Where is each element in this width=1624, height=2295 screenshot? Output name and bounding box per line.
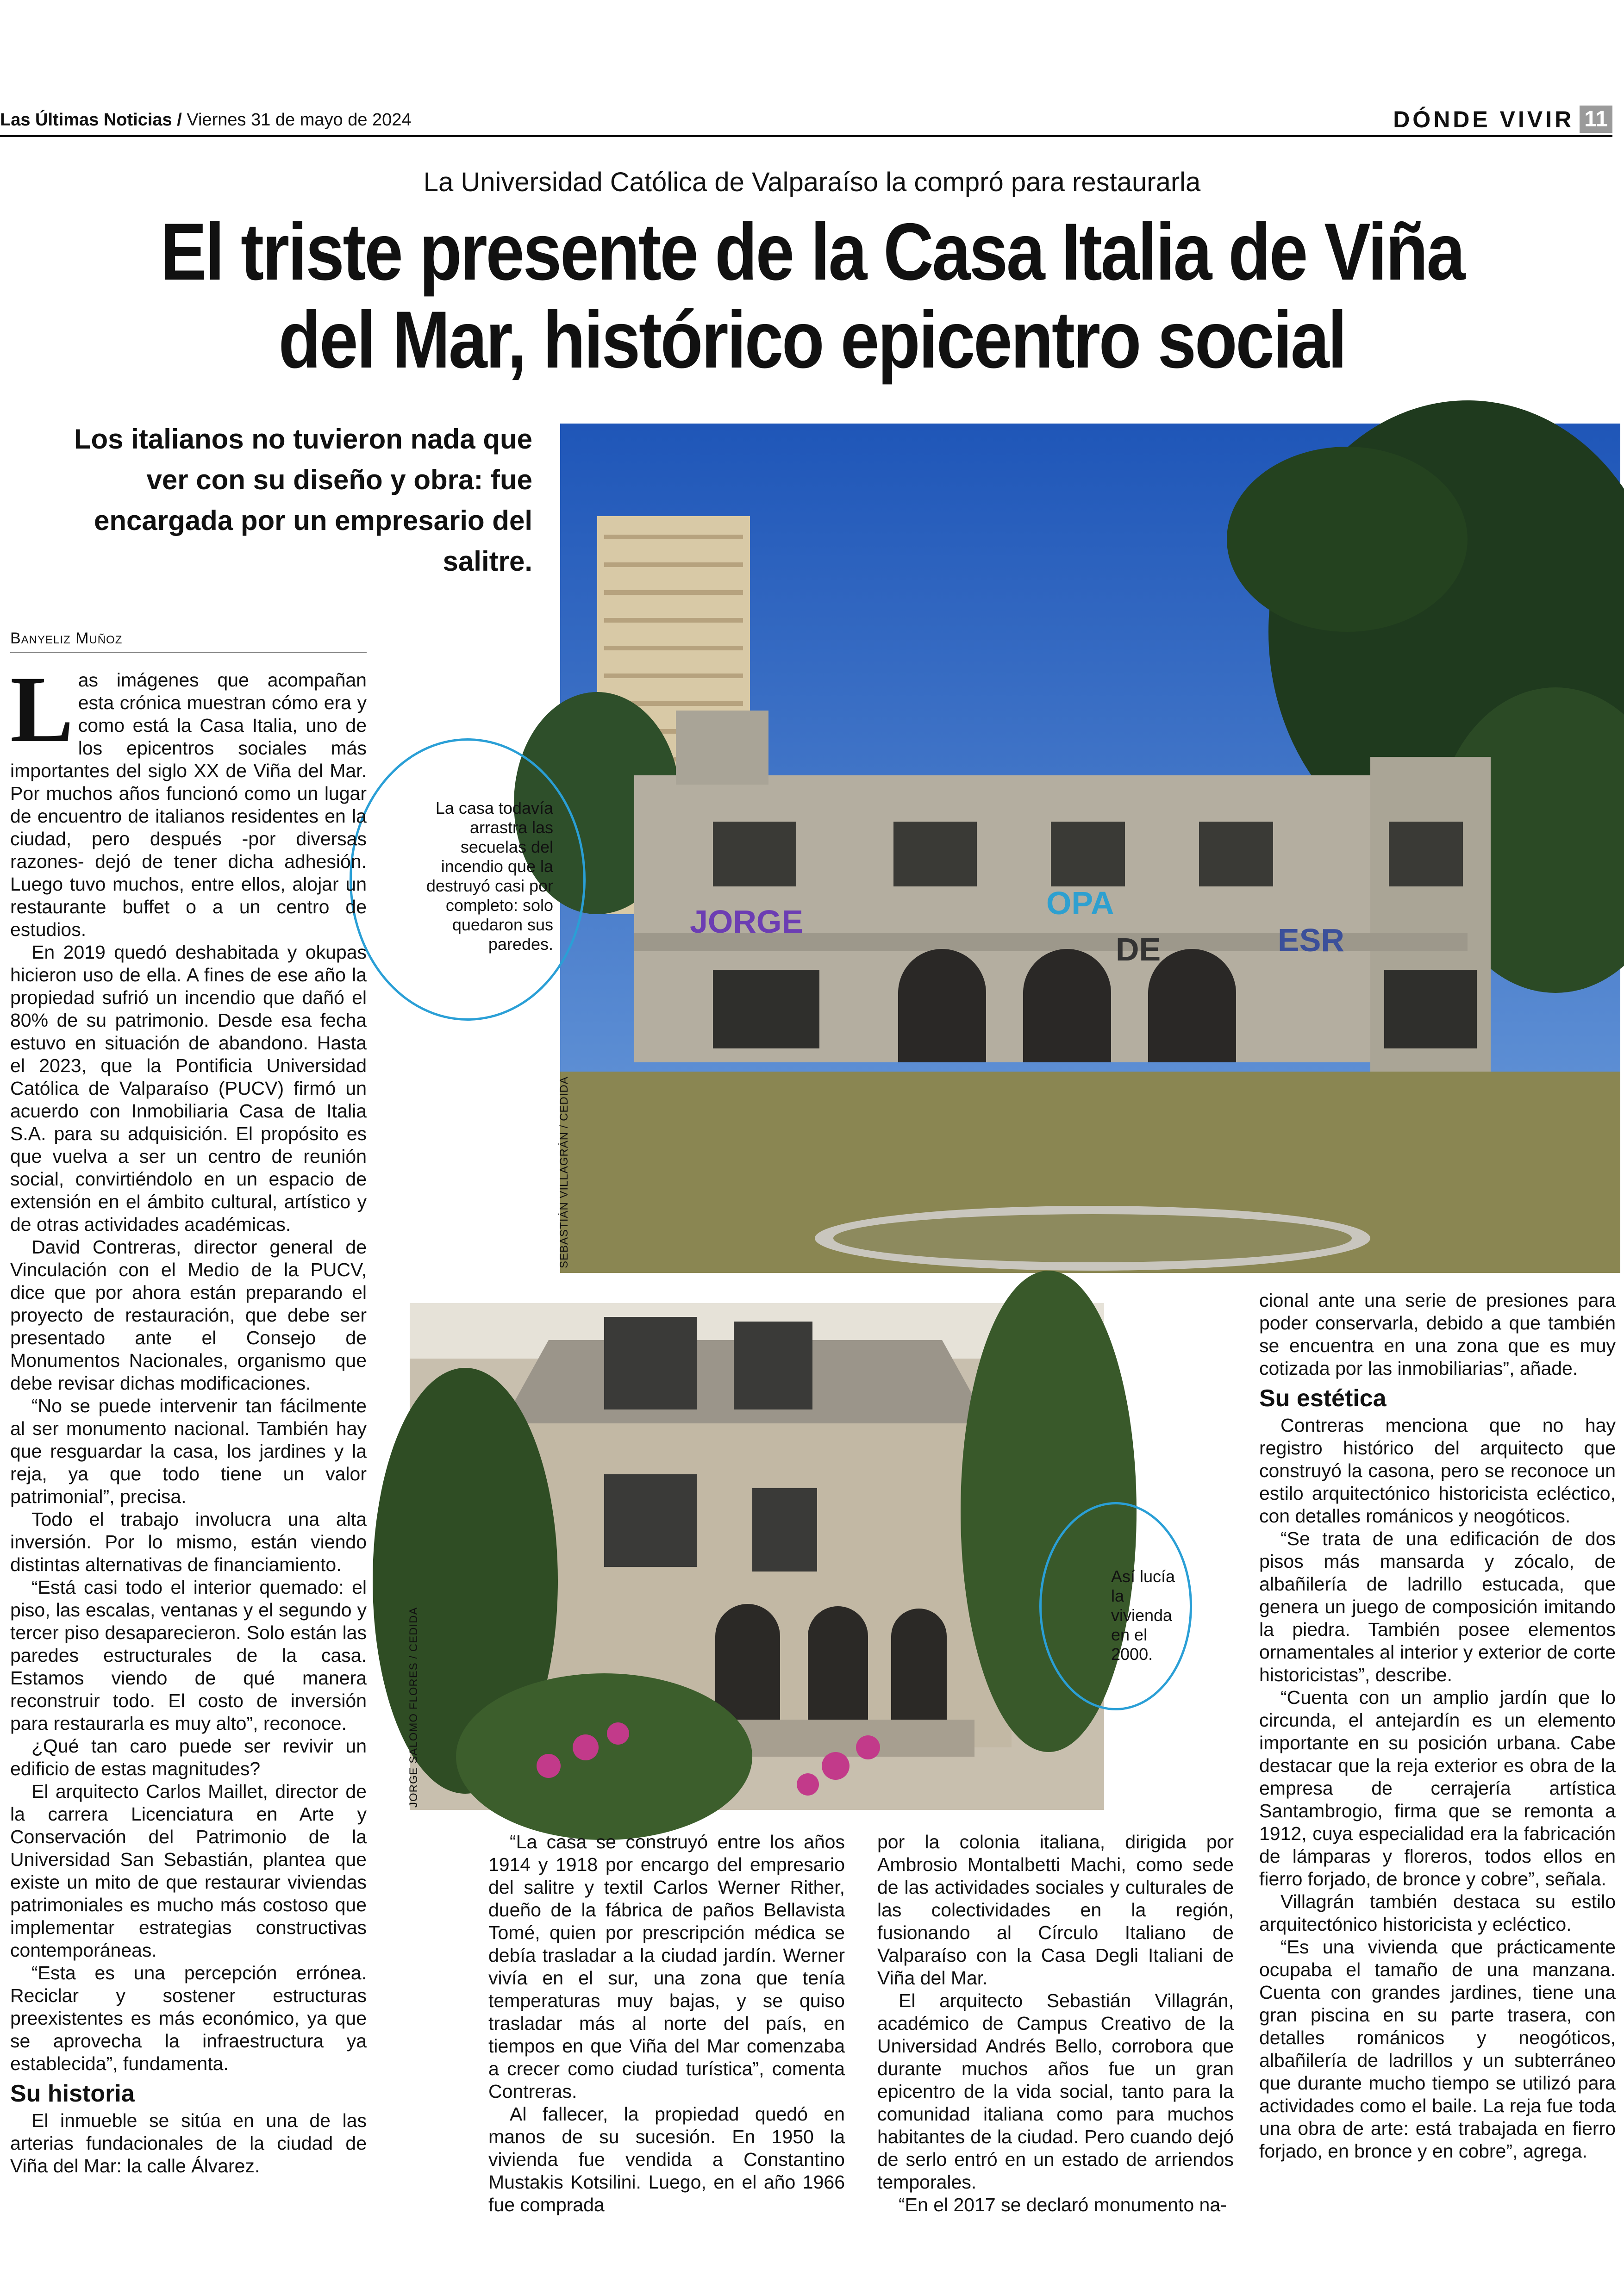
byline-rule: [10, 652, 367, 653]
photo-credit: SEBASTIÁN VILLAGRÁN / CEDIDA: [558, 1076, 570, 1268]
publication-name: Las Últimas Noticias: [0, 110, 172, 130]
headline: El triste presente de la Casa Italia de Viña del Mar, histórico epicentro social: [160, 207, 1464, 385]
paragraph: En 2019 quedó deshabitada y okupas hicieron uso de ella. A fines de ese año la propiedad sufrió un incendio que dañó el 80% de su patrimonio. Desde esa fecha estuvo en situación de abandono. Hasta el 2023, que la Pontificia Universidad Católica de Valparaíso (PUCV) firmó un acuerdo con Inmobiliaria Casa de Italia S.A. para su adquisición. El propósito es que vuelva a ser un centro de reunión social, convirtiéndolo en un espacio de extensión en el ámbito cultural, artístico y de otras actividades académicas.: [10, 942, 367, 1235]
byline: Banyeliz Muñoz: [10, 630, 123, 647]
paragraph: “En el 2017 se declaró monumento na-: [899, 2194, 1227, 2215]
photo-credit: JORGE SALOMO FLORES / CEDIDA: [407, 1607, 420, 1808]
graffiti-tag: ESR: [1278, 922, 1344, 958]
section-name: DÓNDE VIVIR: [1393, 106, 1574, 132]
page-number: 11: [1580, 106, 1612, 133]
photo-burned-house: [560, 424, 1620, 1273]
photo-house-2000: [407, 1303, 1104, 1810]
paragraph: El arquitecto Sebastián Villagrán, académico de Campus Creativo de la Universidad Andrés Bello, corrobora que durante muchos años fue un gran epicentro de la vida social, tanto para la comunidad italiana como para muchos habitantes de la ciudad. Pero cuando dejó de serlo entró en un estado de arriendos temporales.: [877, 1990, 1234, 2193]
subheading: Su historia: [10, 2080, 135, 2107]
paragraph: El arquitecto Carlos Maillet, director de la carrera Licenciatura en Arte y Conservación del Patrimonio de la Universidad San Sebastián, plantea que existe un mito de que restaurar viviendas patrimoniales es mucho más costoso que implementar estrategias constructivas contemporáneas.: [10, 1781, 367, 1961]
header-separator: /: [172, 110, 187, 130]
paragraph: por la colonia italiana, dirigida por Ambrosio Montalbetti Machi, como sede de las actividades sociales y culturales de las colectividades en la región, fusionando al Círculo Italiano de Valparaíso con la Casa Degli Italiani de Viña del Mar.: [877, 1831, 1234, 1989]
header-rule: [0, 135, 1612, 137]
article-column-4: [1259, 1289, 1616, 2163]
paragraph: El inmueble se sitúa en una de las arterias fundacionales de la ciudad de Viña del Mar: la calle Álvarez.: [10, 2110, 367, 2177]
kicker: La Universidad Católica de Valparaíso la compró para restaurarla: [423, 167, 1201, 197]
graffiti-tag: OPA: [1046, 885, 1114, 921]
paragraph: Al fallecer, la propiedad quedó en manos de su sucesión. En 1950 la vivienda fue vendida a Constantino Mustakis Kotsilini. Luego, en el año 1966 fue comprada: [488, 2103, 845, 2215]
subheading: Su estética: [1259, 1385, 1387, 1412]
paragraph: “Esta es una percepción errónea. Reciclar y sostener estructuras preexistentes es más económico, ya que se aprovecha la infraestructura ya establecida”, fundamenta.: [10, 1962, 367, 2074]
graffiti-tag: DE: [1116, 931, 1161, 967]
section-header: [1393, 106, 1612, 133]
publication-line: [0, 110, 412, 130]
paragraph: cional ante una serie de presiones para poder conservarla, debido a que también se encuentra en una zona que es muy cotizada por las inmobiliarias”, añade.: [1259, 1290, 1616, 1379]
paragraph: Villagrán también destaca su estilo arquitectónico historicista y ecléctico.: [1259, 1891, 1616, 1935]
paragraph: “Es una vivienda que prácticamente ocupaba el tamaño de una manzana. Cuenta con grandes jardines, tiene una gran piscina en su parte trasera, con detalles románicos y neogóticos, albañilería de ladrillos y un subterráneo que durante mucho tiempo se utilizó para actividades como el baile. La reja fue toda una obra de arte: está trabajada en fierro forjado, en bronce y en cobre”, agrega.: [1259, 1936, 1616, 2162]
paragraph: “Cuenta con un amplio jardín que lo circunda, el antejardín es un elemento importante en su posición urbana. Cabe destacar que la reja exterior es obra de la empresa de cerrajería artística Santambrogio, firma que se remonta a 1912, cuya especialidad era la fabricación de lámparas y floreros, todos ellos en fierro forjado, de bronce y cobre”, señala.: [1259, 1687, 1616, 1890]
paragraph: as imágenes que acompañan esta crónica muestran cómo era y como está la Casa Italia, uno de los epicentros sociales más importantes del siglo XX de Viña del Mar. Por muchos años funcionó como un lugar de encuentro de italianos residentes en la ciudad, pero después -por diversas razones- dejó de tener dicha adhesión. Luego tuvo muchos, entre ellos, alojar un restaurante buffet o a un centro de estudios.: [10, 669, 367, 940]
paragraph: “No se puede intervenir tan fácilmente al ser monumento nacional. También hay que resguardar la casa, los jardines y la reja, ya que todo tiene un valor patrimonial”, precisa.: [10, 1395, 367, 1507]
paragraph: “La casa se construyó entre los años 1914 y 1918 por encargo del empresario del salitre y textil Carlos Werner Rither, dueño de la fábrica de paños Bellavista Tomé, quien por prescripción médica se debía trasladar a la ciudad jardín. Werner vivía en el sur, una zona que tenía temperaturas muy bajas, y se quiso trasladar más al norte del país, en tiempos en que Viña del Mar comenzaba a crecer como ciudad turística”, comenta Contreras.: [488, 1831, 845, 2102]
photo-house-2000-illustration: [410, 1303, 1104, 1810]
paragraph: “Está casi todo el interior quemado: el piso, las escalas, ventanas y el segundo y tercer piso desaparecieron. Solo están las paredes estructurales de la casa. Estamos viendo de qué manera reconstruir todo. El costo de inversión para restaurarla es muy alto”, reconoce.: [10, 1577, 367, 1734]
paragraph: “Se trata de una edificación de dos pisos más mansarda y zócalo, de albañilería de ladrillo estucada, que genera un juego de composición imitando la piedra. También posee elementos ornamentales al interior y exterior de corte historicistas”, describe.: [1259, 1528, 1616, 1685]
paragraph: Todo el trabajo involucra una alta inversión. Por lo mismo, están viendo distintas alternativas de financiamiento.: [10, 1509, 367, 1575]
paragraph: Contreras menciona que no hay registro histórico del arquitecto que construyó la casona, pero se reconoce un estilo arquitectónico historicista ecléctico, con detalles románicos y neogóticos.: [1259, 1415, 1616, 1527]
paragraph: ¿Qué tan caro puede ser revivir un edificio de estas magnitudes?: [10, 1735, 367, 1779]
graffiti-tag: JORGE: [690, 904, 804, 940]
article-column-1: [10, 657, 367, 2177]
paragraph: David Contreras, director general de Vinculación con el Medio de la PUCV, dice que por ahora están preparando el proyecto de restauración, que debe ser presentado ante el Consejo de Monumentos Nacionales, organismo que debe revisar dichas modificaciones.: [10, 1236, 367, 1394]
deck: Los italianos no tuvieron nada que ver con su diseño y obra: fue encargada por un empresario del salitre.: [74, 424, 532, 577]
article-column-3: [877, 1831, 1234, 2216]
publication-date: Viernes 31 de mayo de 2024: [187, 110, 412, 130]
photo-caption: La casa todavía arrastra las secuelas del incendio que la destruyó casi por completo: solo quedaron sus paredes.: [426, 798, 553, 954]
photo-burned-house-illustration: [560, 424, 1620, 1273]
photo-caption: Así lucía la vivienda en el 2000.: [1111, 1567, 1175, 1664]
article-column-2: [488, 1831, 845, 2216]
drop-cap: L: [10, 657, 74, 762]
